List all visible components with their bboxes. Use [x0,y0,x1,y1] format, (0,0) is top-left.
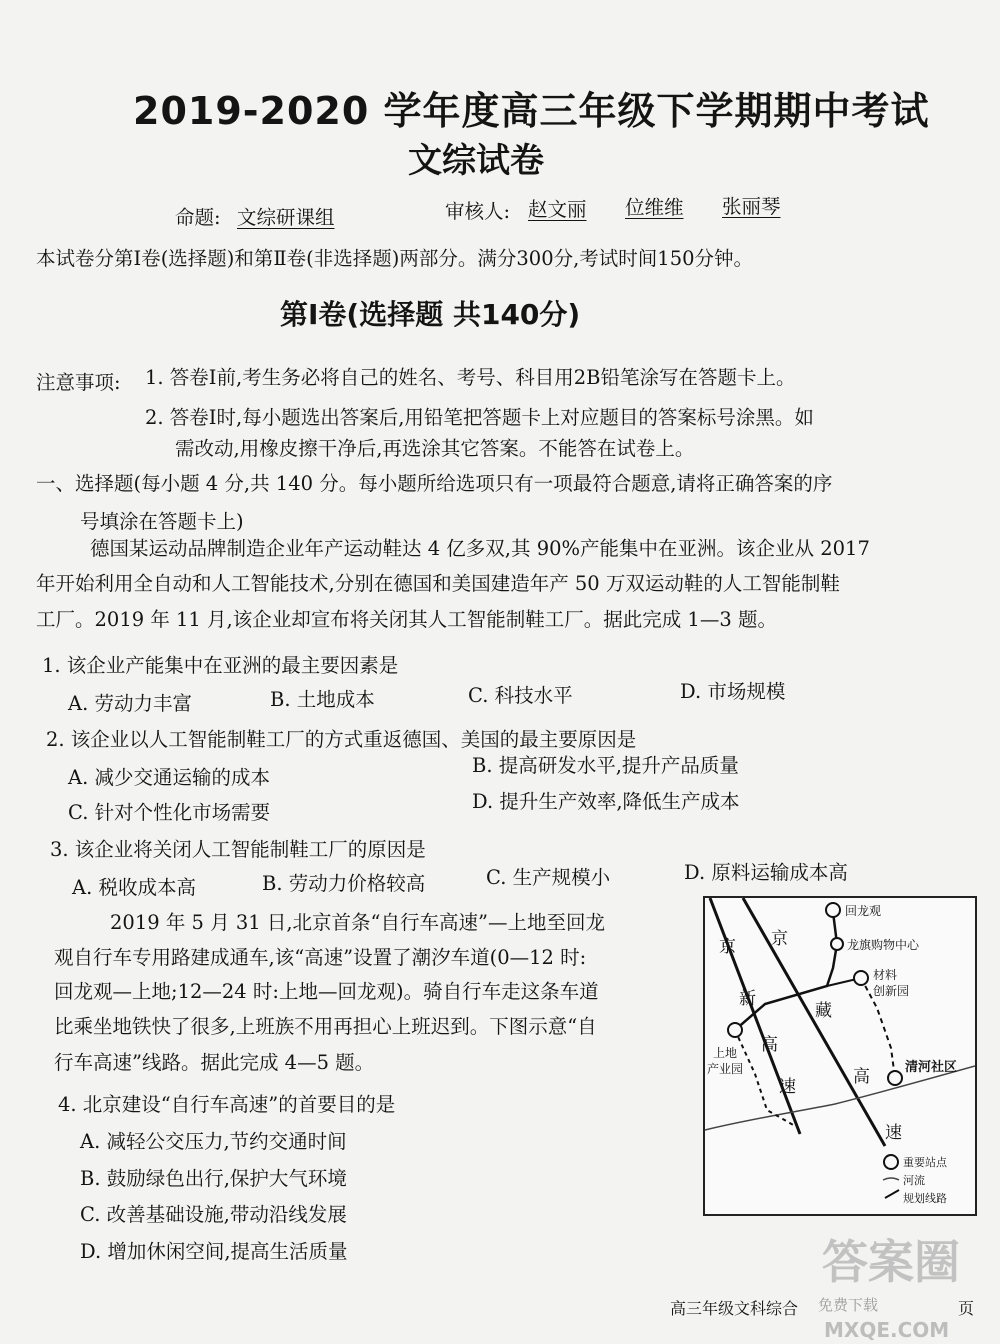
note-2-cont: 需改动,用橡皮擦干净后,再选涂其它答案。不能答在试卷上。 [175,437,695,460]
q4-option-d: D. 增加休闲空间,提高生活质量 [80,1240,348,1263]
road2-char-4: 速 [885,1123,902,1143]
q1-option-c: C. 科技水平 [468,684,573,707]
q3-option-c: C. 生产规模小 [486,866,611,889]
q3-option-b: B. 劳动力价格较高 [262,872,426,895]
road2-char-3: 高 [853,1067,870,1087]
q1-option-d: D. 市场规模 [680,680,786,703]
legend-river-label: 河流 [903,1174,925,1187]
q2-option-d: D. 提升生产效率,降低生产成本 [472,790,740,813]
q1-stem: 1. 该企业产能集中在亚洲的最主要因素是 [42,654,399,677]
instruction-line-1: 一、选择题(每小题 4 分,共 140 分。每小题所给选项只有一项最符合题意,请将正确答案的序 [36,472,833,495]
q3-option-a: A. 税收成本高 [72,876,196,899]
notes-label: 注意事项: [36,371,121,394]
q4-stem: 4. 北京建设“自行车高速”的首要目的是 [58,1093,396,1116]
legend-route-label: 规划线路 [903,1192,947,1205]
passage1-line-2: 年开始利用全自动和人工智能技术,分别在德国和美国建造年产 50 万双运动鞋的人工智能制鞋 [36,572,840,595]
label-longqi: 龙旗购物中心 [847,938,920,952]
label-cailiao: 材料 [873,968,898,982]
label-huilongguan: 回龙观 [845,904,882,918]
reviewer-2: 位维维 [625,196,684,219]
road2-char-2: 藏 [815,1001,832,1021]
q4-option-b: B. 鼓励绿色出行,保护大气环境 [80,1167,347,1190]
passage2-line-4: 比乘坐地铁快了很多,上班族不用再担心上班迟到。下图示意“自 [54,1015,597,1038]
q3-option-d: D. 原料运输成本高 [684,861,848,884]
q1-option-a: A. 劳动力丰富 [68,692,192,715]
bike-highway-map [703,896,977,1216]
station-qinghe [888,1071,902,1085]
legend-station-icon [884,1155,898,1169]
passage2-line-5: 行车高速”线路。据此完成 4—5 题。 [54,1051,375,1074]
passage1-line-3: 工厂。2019 年 11 月,该企业却宣布将关闭其人工智能制鞋工厂。据此完成 1—3 题。 [36,608,777,631]
reviewer-1: 赵文丽 [528,198,587,221]
legend-station-label: 重要站点 [903,1156,947,1169]
road1-char-3: 高 [761,1035,778,1055]
river [705,1066,975,1130]
label-shangdi: 上地 [713,1046,738,1060]
instruction-line-2: 号填涂在答题卡上) [80,510,244,533]
legend-river-icon [883,1178,899,1180]
passage1-line-1: 德国某运动品牌制造企业年产运动鞋达 4 亿多双,其 90%产能集中在亚洲。该企业从 2017 [90,537,870,560]
author-name: 文综研课组 [237,206,335,229]
label-chuangxinyuan: 创新园 [873,984,910,998]
reviewer-label: 审核人: [445,200,511,223]
passage2-line-2: 观自行车专用路建成通车,该“高速”设置了潮汐车道(0—12 时: [54,946,587,969]
q4-option-a: A. 减轻公交压力,节约交通时间 [80,1130,347,1153]
label-qinghe: 清河社区 [905,1060,958,1075]
station-shangdi [728,1023,742,1037]
q3-stem: 3. 该企业将关闭人工智能制鞋工厂的原因是 [50,838,426,861]
station-innovation-park [854,971,868,985]
page-suffix: 页 [958,1299,975,1318]
q2-option-c: C. 针对个性化市场需要 [68,801,271,824]
road1-char-2: 新 [739,989,756,1009]
label-chanyeyuan: 产业园 [707,1062,744,1076]
road1-char-1: 京 [719,937,736,957]
watermark-url: MXQE.COM [824,1318,950,1342]
q4-option-c: C. 改善基础设施,带动沿线发展 [80,1203,347,1226]
passage2-line-3: 回龙观—上地;12—24 时:上地—回龙观)。骑自行车走这条车道 [54,980,599,1003]
legend-route-icon [885,1190,899,1198]
station-huilongguan [826,903,840,917]
note-2: 2. 答卷Ⅰ时,每小题选出答案后,用铅笔把答题卡上对应题目的答案标号涂黑。如 [145,406,814,429]
road2-char-1: 京 [771,929,788,949]
section-title: 第Ⅰ卷(选择题 共140分) [280,298,581,331]
reviewer-3: 张丽琴 [722,195,781,218]
exam-intro: 本试卷分第Ⅰ卷(选择题)和第Ⅱ卷(非选择题)两部分。满分300分,考试时间150分钟。 [36,247,754,270]
exam-title: 2019-2020 学年度高三年级下学期期中考试 [133,89,930,133]
page-footer: 高三年级文科综合 [670,1299,799,1318]
q2-option-a: A. 减少交通运输的成本 [68,766,270,789]
watermark-logo: 答案圈 [822,1235,960,1289]
exam-subtitle: 文综试卷 [408,141,544,181]
q1-option-b: B. 土地成本 [270,688,375,711]
note-1: 1. 答卷Ⅰ前,考生务必将自己的姓名、考号、科目用2B铅笔涂写在答题卡上。 [145,366,796,389]
watermark-note: 免费下载 [818,1296,879,1314]
road1-char-4: 速 [779,1077,796,1097]
passage2-line-1: 2019 年 5 月 31 日,北京首条“自行车高速”—上地至回龙 [110,911,605,934]
author-label: 命题: [175,206,221,229]
q2-option-b: B. 提高研发水平,提升产品质量 [472,754,739,777]
q2-stem: 2. 该企业以人工智能制鞋工厂的方式重返德国、美国的最主要原因是 [46,728,637,751]
station-longqi [831,938,843,950]
